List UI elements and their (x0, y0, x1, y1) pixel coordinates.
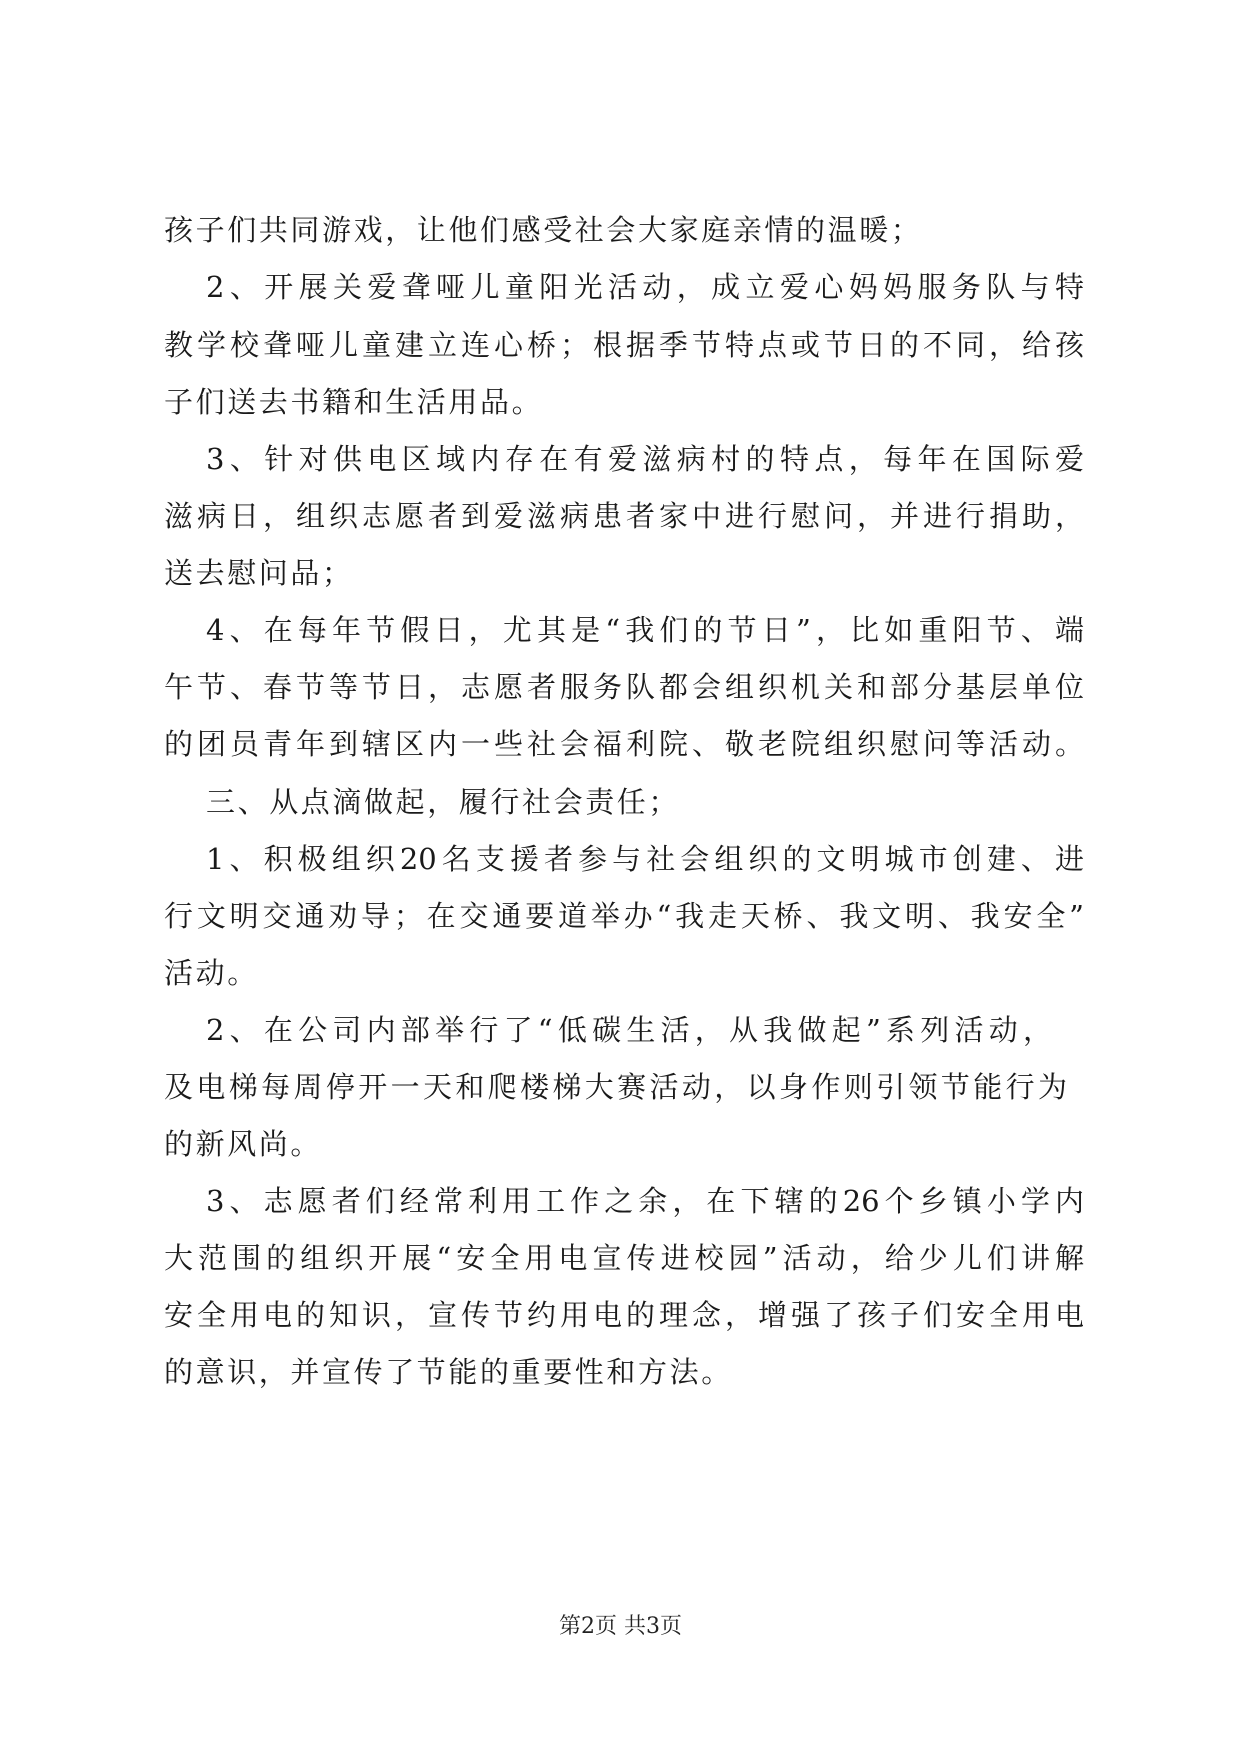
text-line-2: 2、开展关爱聋哑儿童阳光活动，成立爱心妈妈服务队与特 (206, 270, 1084, 304)
text-line-5: 3、针对供电区域内存在有爱滋病村的特点，每年在国际爱 (206, 442, 1084, 476)
text-line-17: 的新风尚。 (164, 1127, 323, 1161)
text-line-20: 安全用电的知识，宣传节约用电的理念，增强了孩子们安全用电 (164, 1298, 1084, 1332)
text-line-10: 的团员青年到辖区内一些社会福利院、敬老院组织慰问等活动。 (164, 727, 1084, 761)
text-line-15: 2、在公司内部举行了“低碳生活，从我做起”系列活动， (206, 1013, 1052, 1047)
text-line-7: 送去慰问品； (164, 556, 354, 590)
page-number-footer: 第2页 共3页 (559, 1614, 682, 1639)
text-line-21: 的意识，并宣传了节能的重要性和方法。 (164, 1355, 733, 1389)
text-line-3: 教学校聋哑儿童建立连心桥；根据季节特点或节日的不同，给孩 (164, 328, 1084, 362)
text-line-14: 活动。 (164, 956, 259, 990)
text-line-4: 子们送去书籍和生活用品。 (164, 385, 544, 419)
text-line-19: 大范围的组织开展“安全用电宣传进校园”活动，给少儿们讲解 (164, 1241, 1084, 1275)
text-line-1: 孩子们共同游戏，让他们感受社会大家庭亲情的温暖； (164, 213, 923, 247)
text-line-8: 4、在每年节假日，尤其是“我们的节日”，比如重阳节、端 (206, 613, 1084, 647)
text-line-13: 行文明交通劝导；在交通要道举办“我走天桥、我文明、我安全” (164, 899, 1084, 933)
text-line-18: 3、志愿者们经常利用工作之余，在下辖的26个乡镇小学内 (206, 1184, 1084, 1218)
text-line-9: 午节、春节等节日，志愿者服务队都会组织机关和部分基层单位 (164, 670, 1084, 704)
text-line-16: 及电梯每周停开一天和爬楼梯大赛活动，以身作则引领节能行为 (164, 1070, 1067, 1104)
text-line-11: 三、从点滴做起，履行社会责任； (206, 785, 681, 819)
text-line-6: 滋病日，组织志愿者到爱滋病患者家中进行慰问，并进行捐助， (164, 499, 1084, 533)
text-line-12: 1、积极组织20名支援者参与社会组织的文明城市创建、进 (206, 842, 1084, 876)
